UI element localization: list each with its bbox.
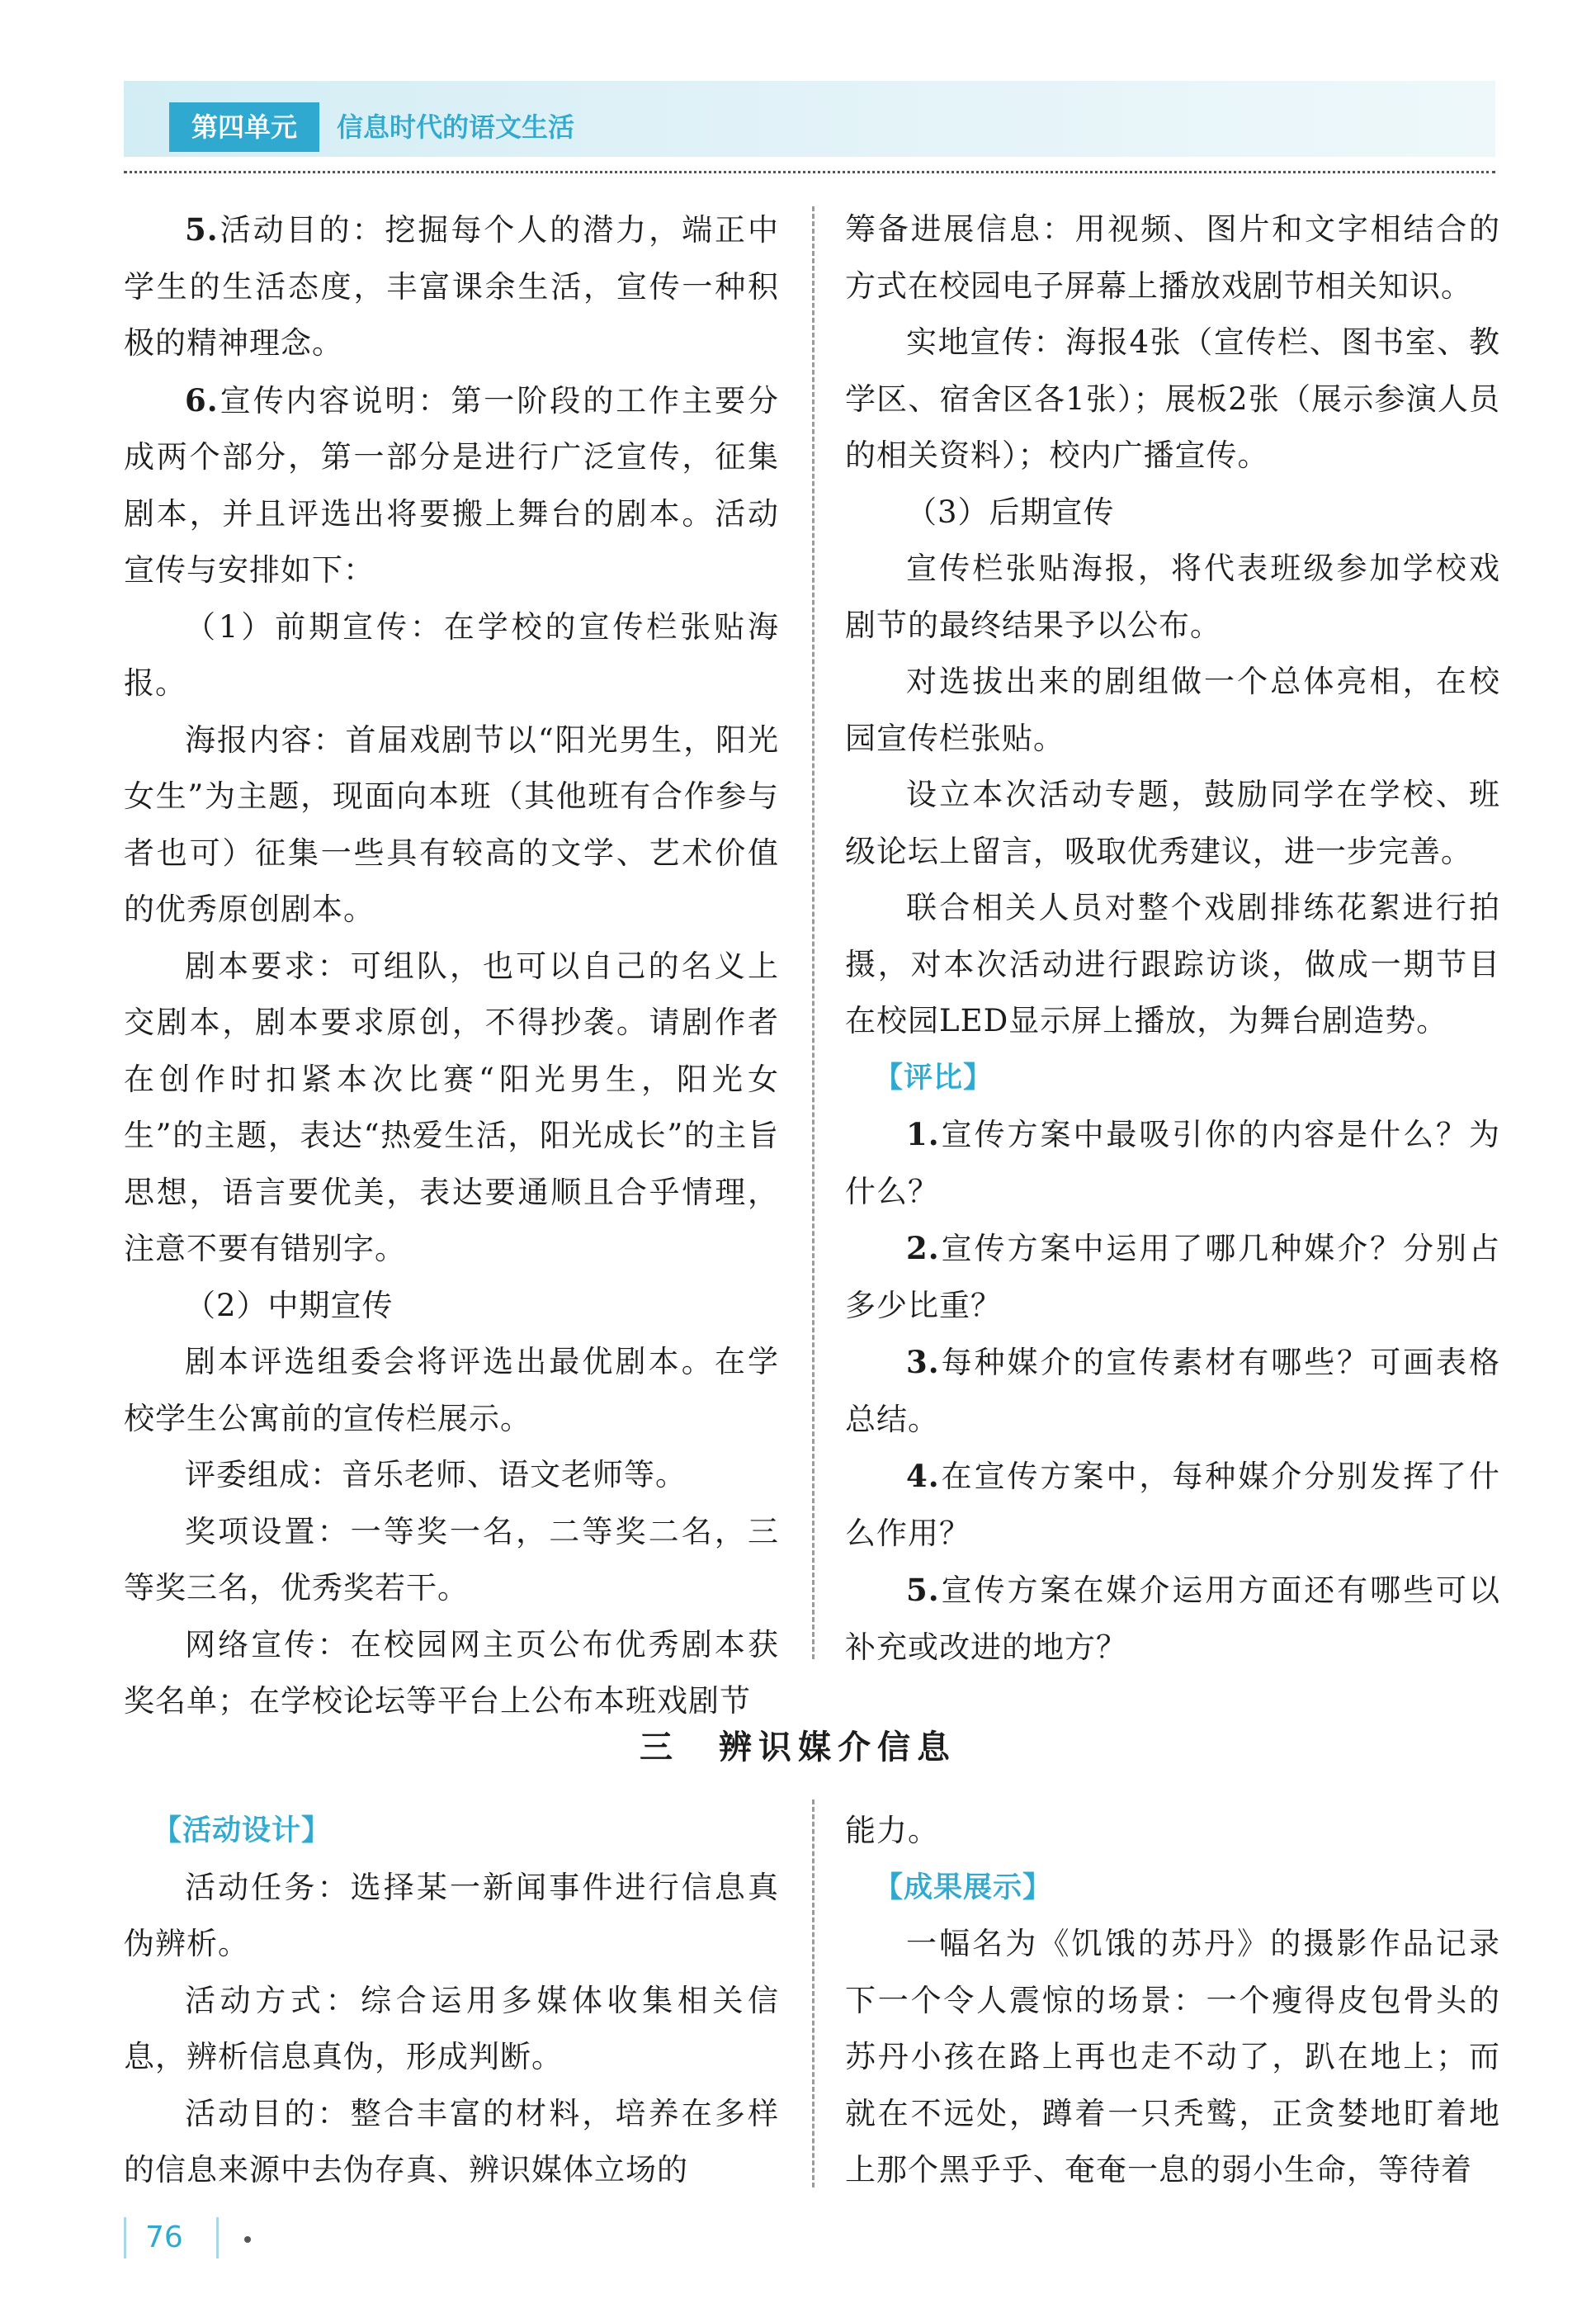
paragraph: 网络宣传：在校园网主页公布优秀剧本获奖名单；在学校论坛等平台上公布本班戏剧节: [124, 1626, 779, 1719]
paragraph: （1）前期宣传：在学校的宣传栏张贴海报。: [124, 608, 779, 701]
header-band: [124, 81, 1495, 157]
paragraph: 筹备进展信息：用视频、图片和文字相结合的方式在校园电子屏幕上播放戏剧节相关知识。: [845, 211, 1500, 304]
paragraph: 一幅名为《饥饿的苏丹》的摄影作品记录下一个令人震惊的场景：一个瘦得皮包骨头的苏丹小孩在路上再也走不动了，趴在地上；而就在不远处，蹲着一只秃鹫，正贪婪地盯着地上那个黑乎乎、奄奄一息的弱小生命，等待着: [845, 1926, 1500, 2187]
activity-design-heading: 【活动设计】: [153, 1814, 332, 1847]
page-number-bar-right: [216, 2217, 219, 2258]
page-number-dot: [244, 2236, 251, 2243]
paragraph: 剧本要求：可组队，也可以自己的名义上交剧本，剧本要求原创，不得抄袭。请剧作者在创作时扣紧本次比赛“阳光男生，阳光女生”的主题，表达“热爱生活，阳光成长”的主旨思想，语言要优美，表达要通顺且合乎情理，注意不要有错别字。: [124, 948, 779, 1266]
paragraph: 5.活动目的：挖掘每个人的潜力，端正中学生的生活态度，丰富课余生活，宣传一种积极的精神理念。: [124, 211, 779, 361]
lower-right-column: [845, 1803, 1500, 2199]
paragraph: 剧本评选组委会将评选出最优剧本。在学校学生公寓前的宣传栏展示。: [124, 1344, 779, 1436]
results-heading: 【成果展示】: [874, 1871, 1053, 1904]
paragraph: 活动目的：整合丰富的材料，培养在多样的信息来源中去伪存真、辨识媒体立场的: [124, 2095, 779, 2187]
paragraph: 奖项设置：一等奖一名，二等奖二名，三等奖三名，优秀奖若干。: [124, 1513, 779, 1606]
page-number: 76: [145, 2221, 183, 2254]
unit-title: 信息时代的语文生活: [337, 111, 575, 143]
section-title: 三 辨识媒介信息: [640, 1729, 956, 1766]
paragraph: 评委组成：音乐老师、语文老师等。: [185, 1457, 687, 1492]
question: 3.每种媒介的宣传素材有哪些？可画表格总结。: [845, 1344, 1500, 1437]
page-number-bar-left: [124, 2217, 126, 2258]
upper-right-column: [845, 201, 1500, 1676]
paragraph: 能力。: [845, 1813, 939, 1848]
paragraph: 6.宣传内容说明：第一阶段的工作主要分成两个部分，第一部分是进行广泛宣传，征集剧本，并且评选出将要搬上舞台的剧本。活动宣传与安排如下：: [124, 381, 779, 588]
header-divider: [124, 171, 1495, 173]
unit-label: 第四单元: [169, 102, 319, 152]
question: 4.在宣传方案中，每种媒介分别发挥了什么作用？: [845, 1458, 1500, 1551]
paragraph: 对选拔出来的剧组做一个总体亮相，在校园宣传栏张贴。: [845, 664, 1500, 756]
paragraph: 海报内容：首届戏剧节以“阳光男生，阳光女生”为主题，现面向本班（其他班有合作参与者也可）征集一些具有较高的文学、艺术价值的优秀原创剧本。: [124, 721, 779, 927]
upper-left-column: [124, 201, 779, 1730]
paragraph: 活动任务：选择某一新闻事件进行信息真伪辨析。: [124, 1869, 779, 1961]
question: 1.宣传方案中最吸引你的内容是什么？为什么？: [845, 1116, 1500, 1209]
column-divider-upper: [812, 206, 815, 1659]
paragraph: 实地宣传：海报4张（宣传栏、图书室、教学区、宿舍区各1张）；展板2张（展示参演人员的相关资料）；校内广播宣传。: [845, 324, 1500, 473]
question: 2.宣传方案中运用了哪几种媒介？分别占多少比重？: [845, 1230, 1500, 1323]
paragraph: （2）中期宣传: [185, 1287, 394, 1323]
question: 5.宣传方案在媒介运用方面还有哪些可以补充或改进的地方？: [845, 1572, 1500, 1665]
compare-heading: 【评比】: [874, 1061, 994, 1095]
paragraph: 联合相关人员对整个戏剧排练花絮进行拍摄，对本次活动进行跟踪访谈，做成一期节目在校园LED显示屏上播放，为舞台剧造势。: [845, 890, 1500, 1038]
paragraph: （3）后期宣传: [906, 494, 1115, 530]
paragraph: 宣传栏张贴海报，将代表班级参加学校戏剧节的最终结果予以公布。: [845, 551, 1500, 643]
column-divider-lower: [812, 1800, 815, 2187]
paragraph: 活动方式：综合运用多媒体收集相关信息，辨析信息真伪，形成判断。: [124, 1982, 779, 2074]
lower-left-column: [124, 1803, 779, 2199]
paragraph: 设立本次活动专题，鼓励同学在学校、班级论坛上留言，吸取优秀建议，进一步完善。: [845, 777, 1500, 869]
